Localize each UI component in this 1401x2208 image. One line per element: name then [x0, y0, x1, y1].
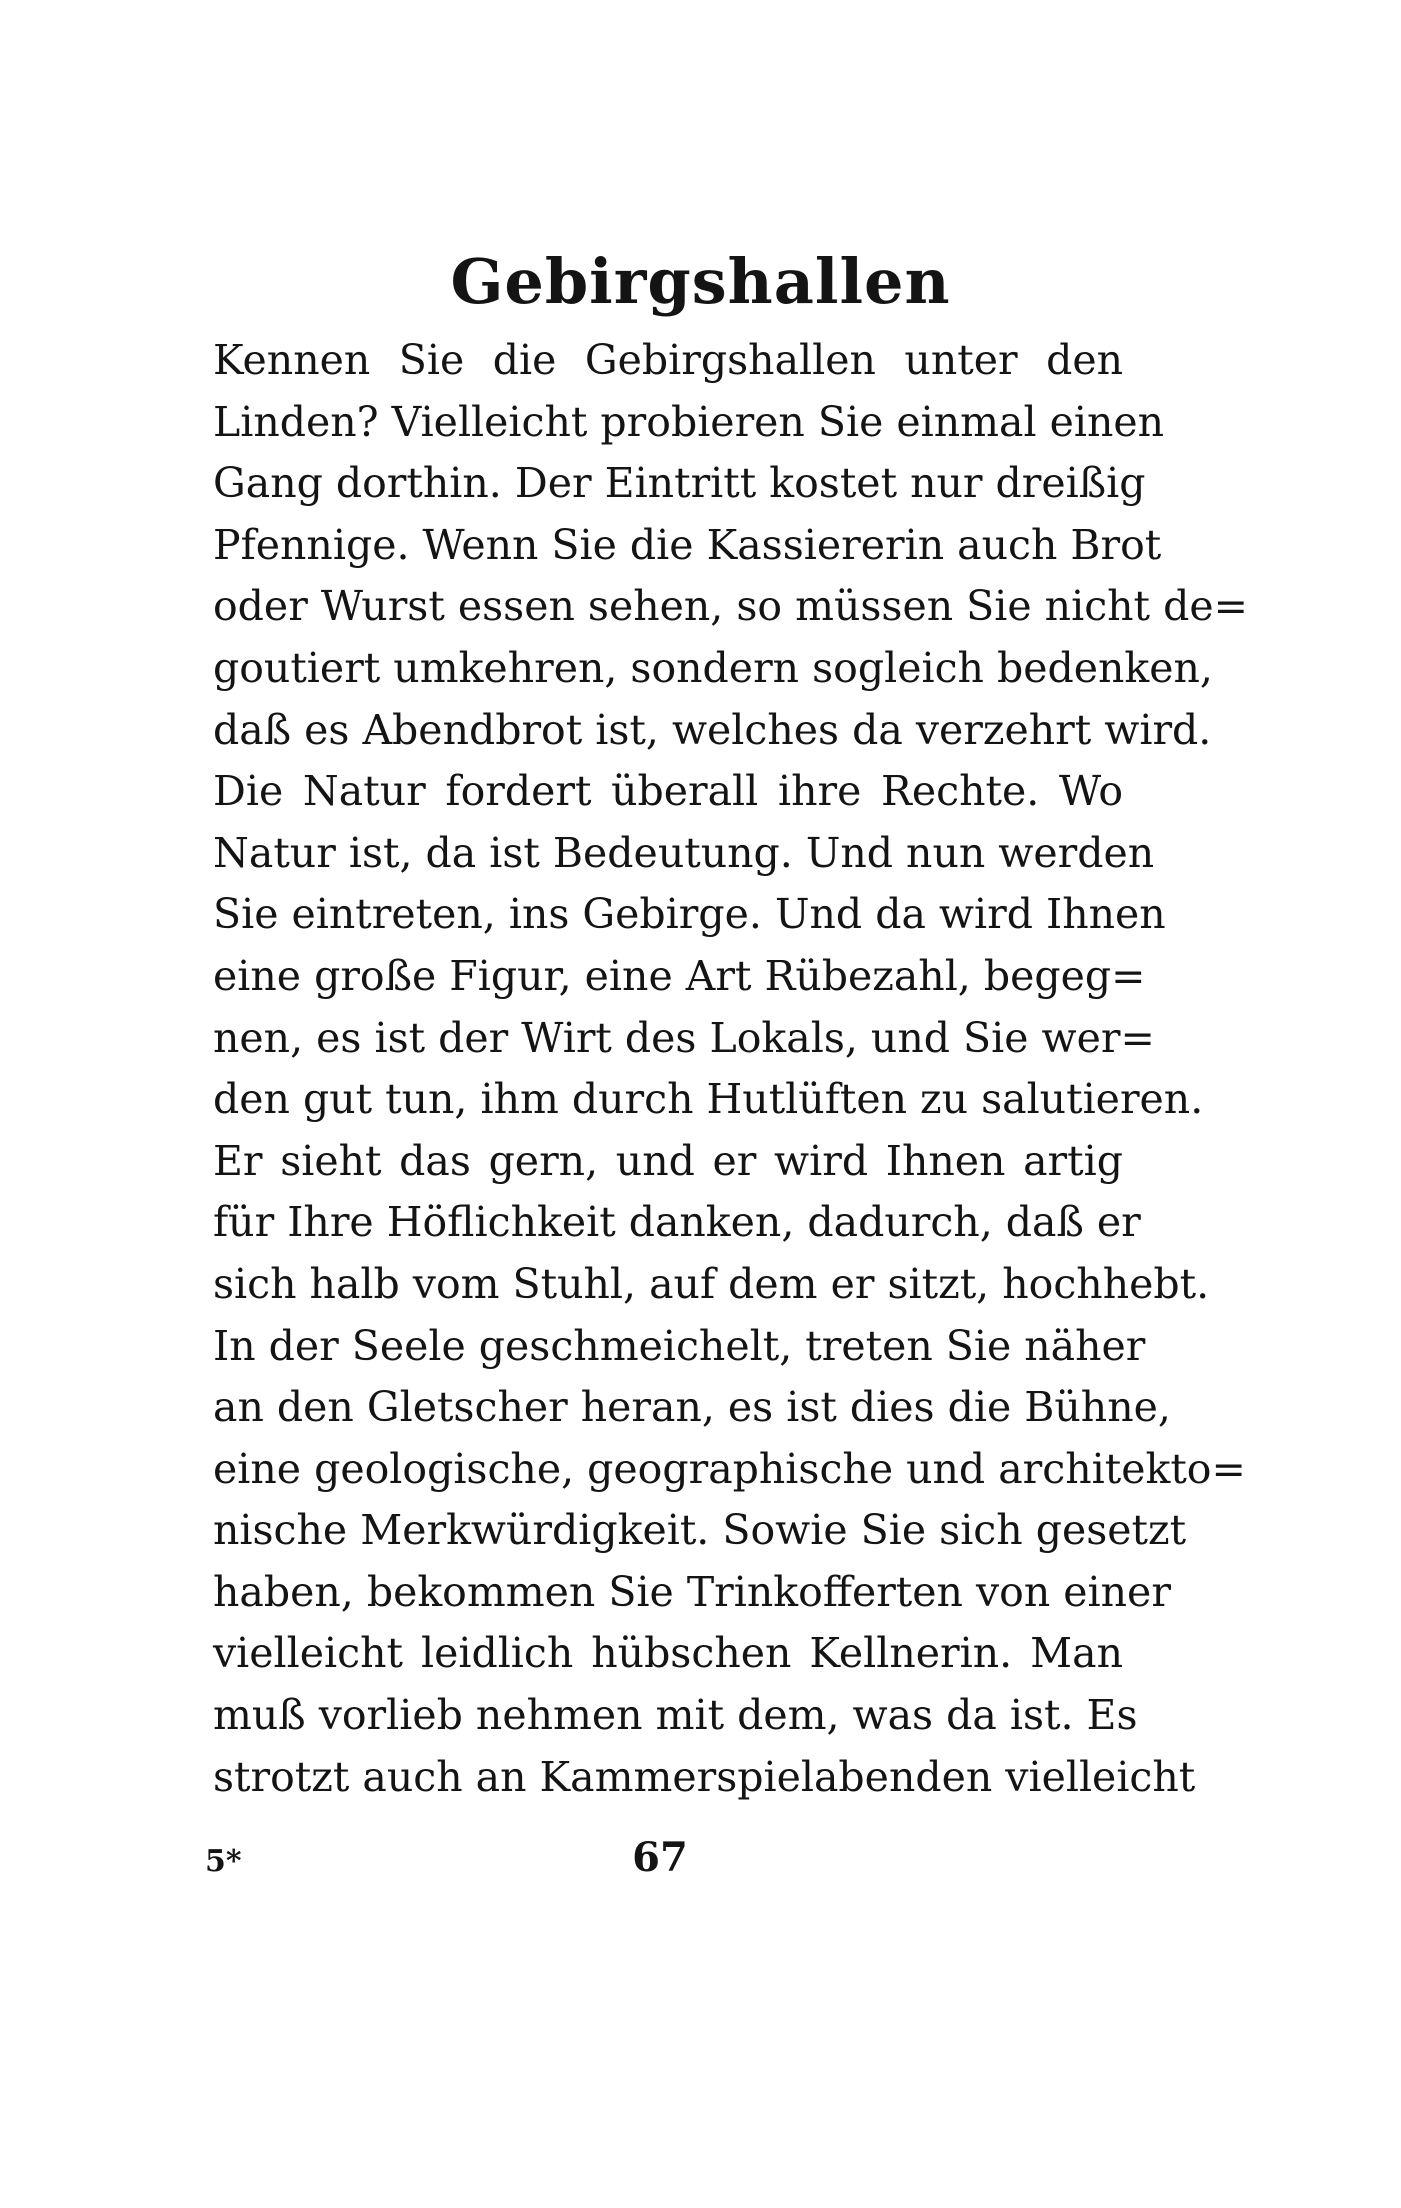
text-line: an den Gletscher heran, es ist dies die Bühne,: [213, 1383, 1171, 1432]
text-line: Gang dorthin. Der Eintritt kostet nur dreißig: [213, 459, 1146, 508]
text-line: nen, es ist der Wirt des Lokals, und Sie wer=: [213, 1013, 1155, 1062]
text-line: In der Seele geschmeichelt, treten Sie näher: [213, 1321, 1146, 1370]
page-number: 67: [632, 1834, 688, 1881]
text-line: muß vorlieb nehmen mit dem, was da ist. Es: [213, 1691, 1138, 1740]
text-line: vielleicht leidlich hübschen Kellnerin. Man: [213, 1629, 1123, 1678]
text-line: haben, bekommen Sie Trinkofferten von einer: [213, 1567, 1171, 1616]
text-line: Die Natur fordert überall ihre Rechte. Wo: [213, 767, 1123, 816]
text-line: daß es Abendbrot ist, welches da verzehrt wird.: [213, 705, 1212, 754]
chapter-title: Gebirgshallen: [450, 244, 951, 318]
text-line: Pfennige. Wenn Sie die Kassiererin auch Brot: [213, 520, 1162, 569]
text-line: strotzt auch an Kammerspielabenden vielleicht: [213, 1752, 1196, 1801]
text-line: Natur ist, da ist Bedeutung. Und nun werden: [213, 828, 1155, 877]
text-line: sich halb vom Stuhl, auf dem er sitzt, hochhebt.: [213, 1259, 1210, 1308]
text-line: eine geologische, geographische und architekto=: [213, 1444, 1246, 1493]
text-line: oder Wurst essen sehen, so müssen Sie nicht de=: [213, 582, 1248, 631]
text-line: Kennen Sie die Gebirgshallen unter den: [213, 336, 1123, 384]
body-text: [213, 330, 1248, 1808]
text-line: eine große Figur, eine Art Rübezahl, begeg=: [213, 951, 1146, 1000]
text-line: Linden? Vielleicht probieren Sie einmal einen: [213, 397, 1165, 446]
text-line: Er sieht das gern, und er wird Ihnen artig: [213, 1136, 1123, 1185]
signature-mark: 5*: [205, 1844, 242, 1879]
text-line: Sie eintreten, ins Gebirge. Und da wird Ihnen: [213, 890, 1166, 939]
text-line: goutiert umkehren, sondern sogleich bedenken,: [213, 643, 1213, 692]
text-line: für Ihre Höflichkeit danken, dadurch, daß er: [213, 1198, 1141, 1247]
text-line: den gut tun, ihm durch Hutlüften zu salutieren.: [213, 1075, 1204, 1124]
text-line: nische Merkwürdigkeit. Sowie Sie sich gesetzt: [213, 1506, 1187, 1555]
